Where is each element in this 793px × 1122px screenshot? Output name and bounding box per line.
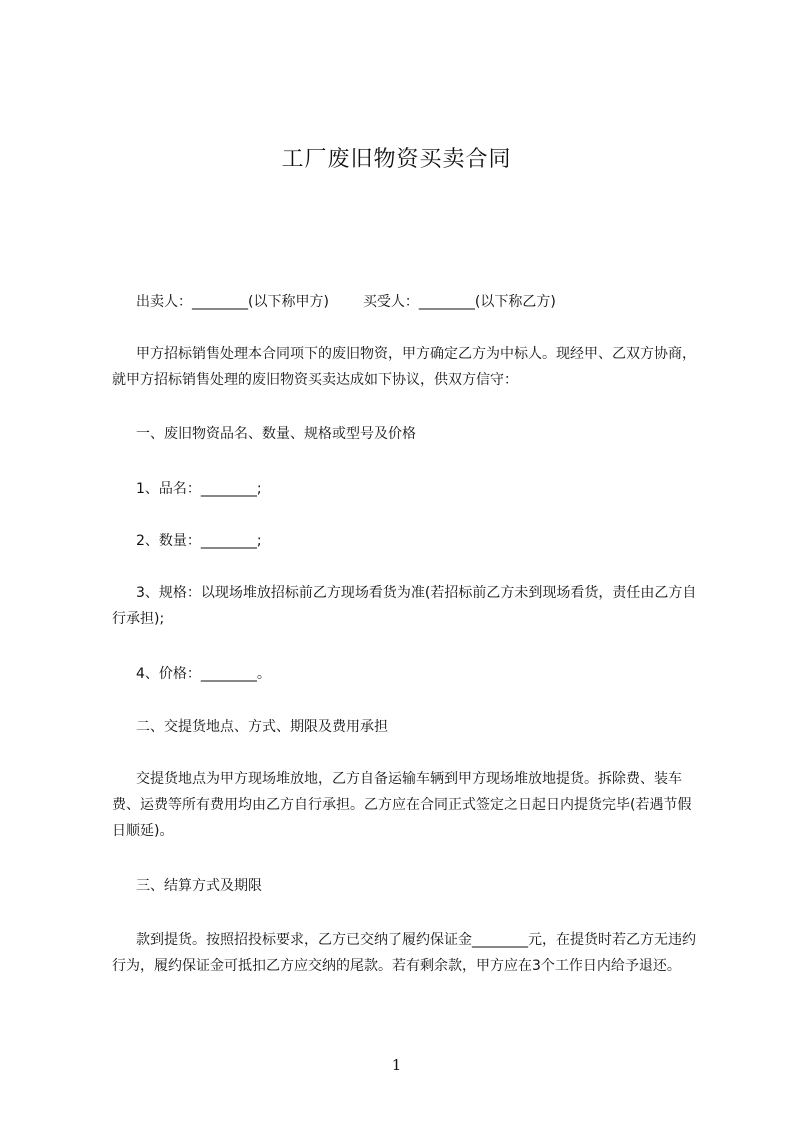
parties-line [136,292,556,312]
page-number: 1 [391,1056,402,1074]
section1-heading: 一、废旧物资品名、数量、规格或型号及价格 [136,426,416,442]
item-quantity: 2、数量：________; [136,533,262,549]
section3-body: 款到提货。按照招投标要求，乙方已交纳了履约保证金________元，在提货时若乙方无违约行为，履约保证金可抵扣乙方应交纳的尾款。若有剩余款，甲方应在3个工作日内给予退还。 [112,932,696,974]
seller-field: 出卖人：________(以下称甲方) [136,294,329,310]
document-title: 工厂废旧物资买卖合同 [281,147,512,172]
item-spec: 3、规格：以现场堆放招标前乙方现场看货为准(若招标前乙方未到现场看货，责任由乙方自行承担); [112,585,697,627]
section3-heading: 三、结算方式及期限 [136,878,262,894]
item-name: 1、品名：________; [136,481,262,497]
intro-paragraph: 甲方招标销售处理本合同项下的废旧物资，甲方确定乙方为中标人。现经甲、乙双方协商，就甲方招标销售处理的废旧物资买卖达成如下协议，供双方信守： [112,346,696,388]
section2-heading: 二、交提货地点、方式、期限及费用承担 [136,719,388,735]
section2-body: 交提货地点为甲方现场堆放地，乙方自备运输车辆到甲方现场堆放地提货。拆除费、装车费、运费等所有费用均由乙方自行承担。乙方应在合同正式签定之日起日内提货完毕(若遇节假日顺延)。 [112,771,692,839]
buyer-field: 买受人：________(以下称乙方) [362,294,556,310]
item-price: 4、价格：________。 [136,666,271,682]
